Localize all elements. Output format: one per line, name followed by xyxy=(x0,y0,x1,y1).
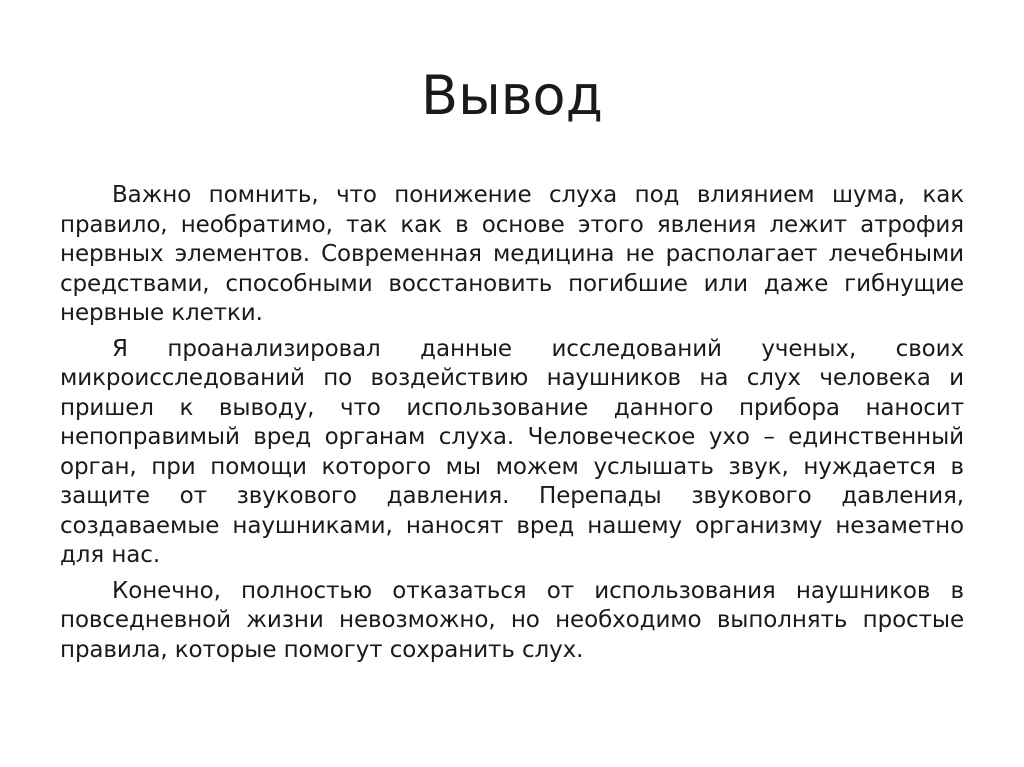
paragraph-analysis-conclusion: Я проанализировал данные исследований ученых, своих микроисследований по воздействию наушников на слух человека и пришел к выводу, что использование данного прибора наносит непоправимый вред органам слуха. Человеческое ухо – единственный орган, при помощи которого мы можем услышать звук, нуждается в защите от звукового давления. Перепады звукового давления, создаваемые наушниками, наносят вред нашему организму незаметно для нас. xyxy=(60,335,964,568)
slide-title: Вывод xyxy=(421,64,603,127)
slide-body-text xyxy=(60,181,964,671)
paragraph-hearing-loss: Важно помнить, что понижение слуха под влиянием шума, как правило, необратимо, так как в основе этого явления лежит атрофия нервных элементов. Современная медицина не располагает лечебными средствами, способными восстановить погибшие или даже гибнущие нервные клетки. xyxy=(60,182,964,326)
paragraph-recommendation: Конечно, полностью отказаться от использования наушников в повседневной жизни невозможно, но необходимо выполнять простые правила, которые помогут сохранить слух. xyxy=(60,577,964,663)
